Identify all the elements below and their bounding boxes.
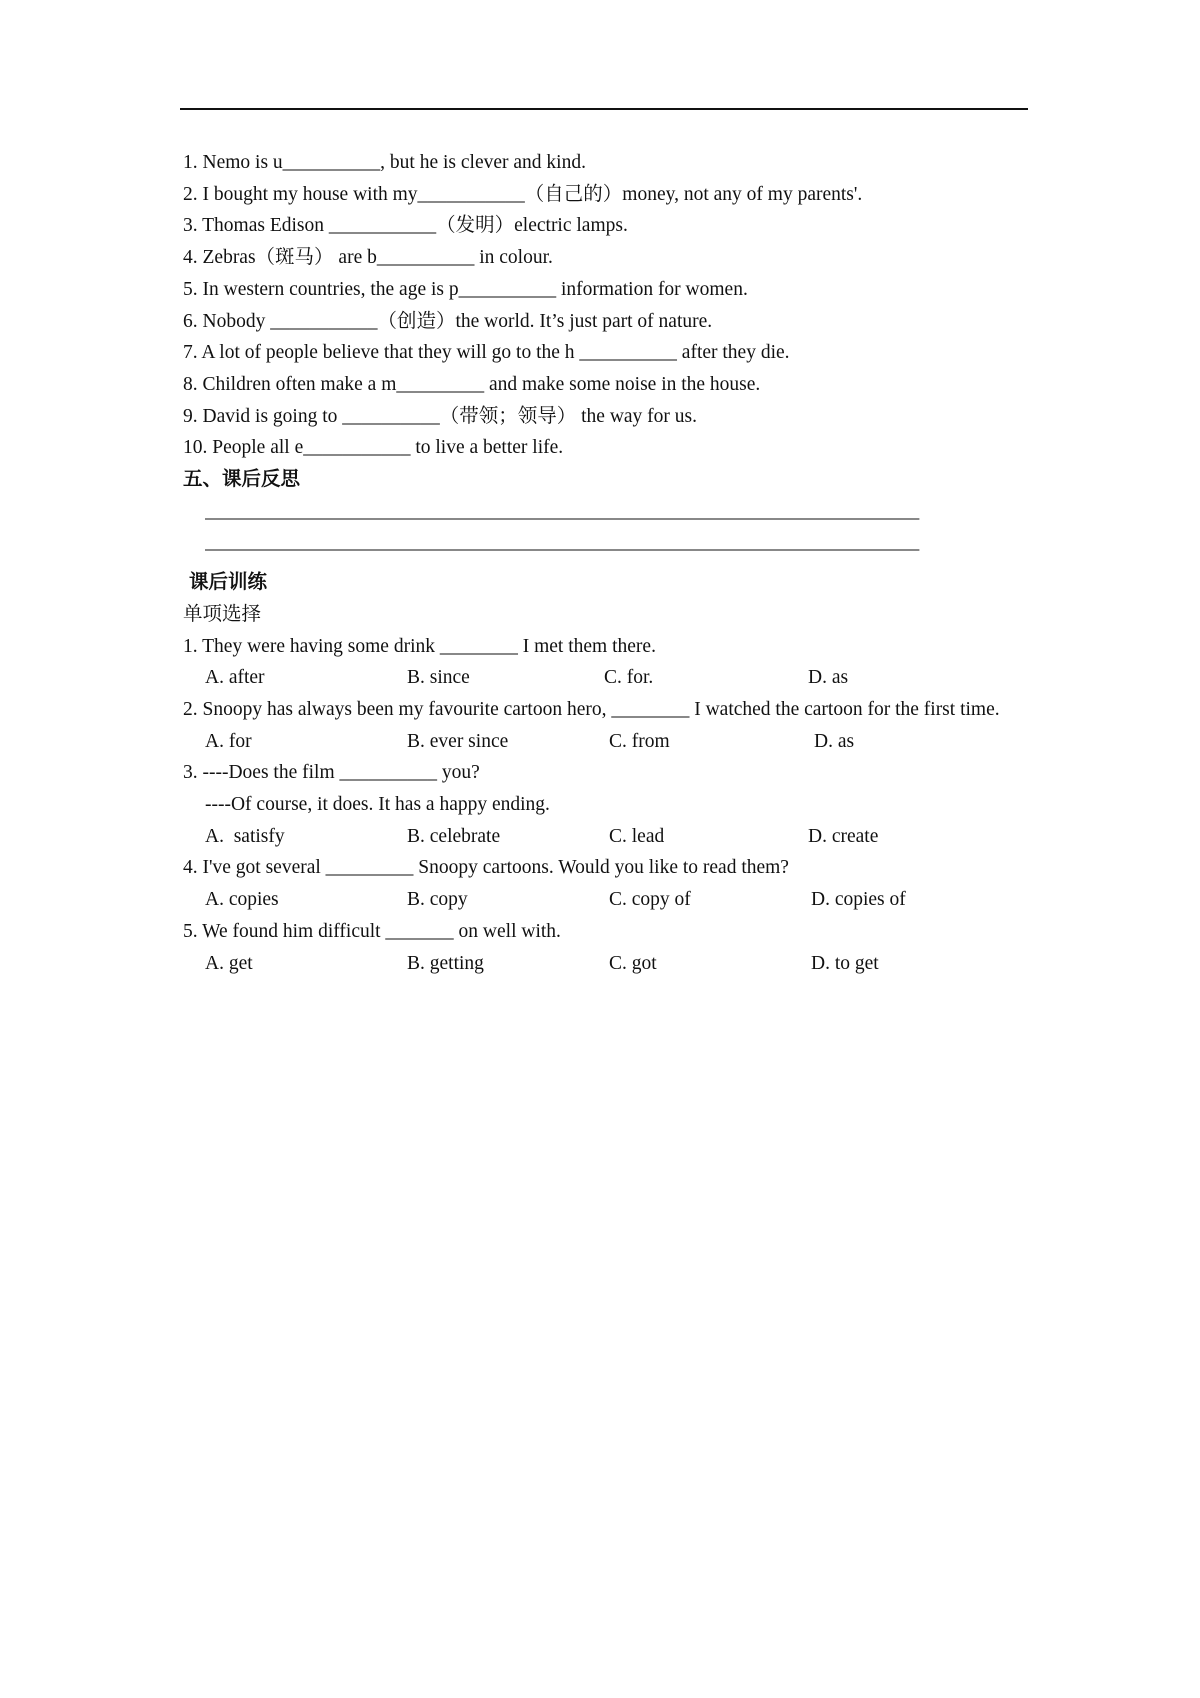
option-c: C. got <box>609 952 657 974</box>
option-b: B. ever since <box>407 730 509 752</box>
option-b: B. celebrate <box>407 825 501 847</box>
fill-in-item-6: 6. Nobody ___________（创造）the world. It’s just part of nature. <box>183 310 713 332</box>
option-b: B. getting <box>407 952 484 974</box>
option-a: A. copies <box>205 889 279 911</box>
question-2-options <box>183 726 1026 758</box>
fill-in-item-3: 3. Thomas Edison ___________（发明）electric lamps. <box>183 215 628 237</box>
reflection-heading: 五、课后反思 <box>183 469 301 491</box>
practice-title: 课后训练 <box>189 572 268 594</box>
practice-section <box>183 567 1026 979</box>
option-d: D. copies of <box>811 889 906 911</box>
question-5 <box>183 916 1026 979</box>
option-a: A. satisfy <box>205 825 285 847</box>
question-5-options <box>183 948 1026 980</box>
option-c: C. lead <box>609 825 665 847</box>
question-4-stem: 4. I've got several _________ Snoopy cartoons. Would you like to read them? <box>183 857 789 879</box>
question-3-answer: ----Of course, it does. It has a happy ending. <box>205 794 550 816</box>
option-d: D. as <box>808 667 849 689</box>
question-3 <box>183 757 1026 852</box>
practice-subtitle: 单项选择 <box>183 603 262 625</box>
reflection-answer-line-2: ______________________________________________________________________________ <box>205 532 919 554</box>
question-1-stem: 1. They were having some drink ________ I met them there. <box>183 635 656 657</box>
option-d: D. create <box>808 825 879 847</box>
fill-in-item-1: 1. Nemo is u__________, but he is clever and kind. <box>183 152 586 173</box>
reflection-answer-line-1: ______________________________________________________________________________ <box>205 500 919 522</box>
option-c: C. copy of <box>609 889 691 911</box>
question-2 <box>183 694 1026 757</box>
question-3-options <box>183 821 1026 853</box>
question-4-options <box>183 884 1026 916</box>
option-d: D. to get <box>811 952 879 974</box>
option-a: A. for <box>205 730 252 752</box>
fill-in-item-2: 2. I bought my house with my___________（自己的）money, not any of my parents'. <box>183 183 863 205</box>
option-c: C. for. <box>604 667 654 689</box>
fill-in-item-8: 8. Children often make a m_________ and make some noise in the house. <box>183 373 761 395</box>
option-b: B. since <box>407 667 470 689</box>
question-1 <box>183 631 1026 694</box>
fill-in-item-9: 9. David is going to __________（带领；领导） the way for us. <box>183 405 698 427</box>
question-5-stem: 5. We found him difficult _______ on well with. <box>183 920 561 942</box>
fill-in-item-5: 5. In western countries, the age is p__________ information for women. <box>183 278 748 300</box>
header-rule <box>180 108 1028 110</box>
option-b: B. copy <box>407 889 468 911</box>
worksheet-content <box>183 147 1026 979</box>
option-a: A. get <box>205 952 253 974</box>
question-4 <box>183 852 1026 915</box>
option-c: C. from <box>609 730 670 752</box>
option-d: D. as <box>814 730 855 752</box>
question-1-options <box>183 662 1026 694</box>
fill-in-item-7: 7. A lot of people believe that they will go to the h __________ after they die. <box>183 342 790 364</box>
fill-in-item-4: 4. Zebras（斑马） are b__________ in colour. <box>183 247 553 269</box>
question-2-stem: 2. Snoopy has always been my favourite cartoon hero, ________ I watched the cartoon for the first time. <box>183 698 1000 720</box>
question-3-stem: 3. ----Does the film __________ you? <box>183 762 480 784</box>
fill-in-item-10: 10. People all e___________ to live a better life. <box>183 437 564 459</box>
fill-in-section <box>183 147 1026 464</box>
option-a: A. after <box>205 667 265 689</box>
reflection-section <box>183 464 1026 559</box>
